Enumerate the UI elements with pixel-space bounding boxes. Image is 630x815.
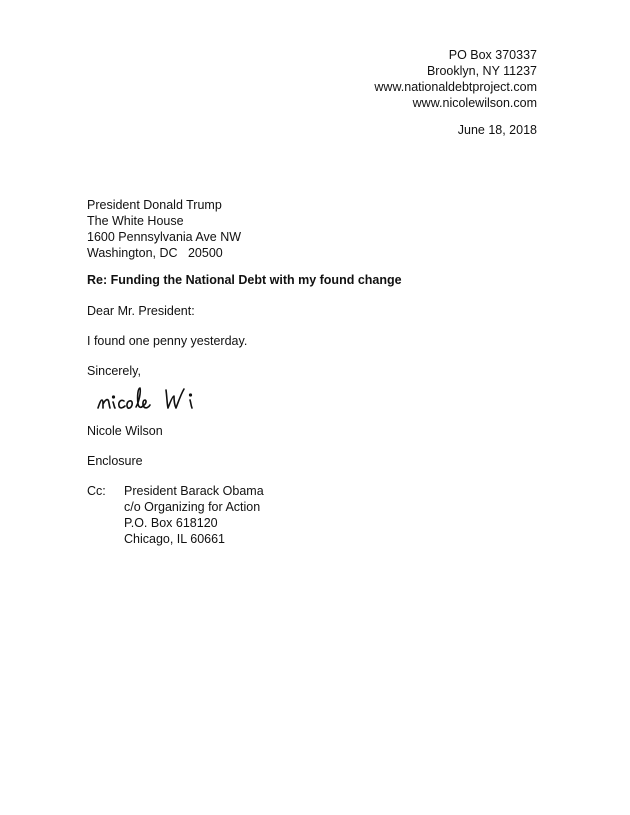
enclosure-note: Enclosure	[87, 454, 143, 468]
recipient-org: The White House	[87, 214, 184, 228]
sender-po-box: PO Box 370337	[448, 48, 537, 62]
salutation: Dear Mr. President:	[87, 304, 195, 318]
recipient-address-block	[87, 197, 241, 261]
cc-label: Cc:	[87, 484, 106, 498]
letter-date: June 18, 2018	[457, 123, 537, 137]
cc-line-4: Chicago, IL 60661	[124, 532, 226, 546]
subject-line: Re: Funding the National Debt with my found change	[87, 273, 402, 287]
closing: Sincerely,	[87, 364, 141, 378]
cc-line-3: P.O. Box 618120	[124, 516, 218, 530]
sender-website-1: www.nationaldebtproject.com	[374, 80, 537, 94]
cc-address-block	[124, 483, 264, 547]
recipient-street: 1600 Pennsylvania Ave NW	[87, 230, 242, 244]
handwritten-signature	[92, 380, 232, 420]
sender-city: Brooklyn, NY 11237	[426, 64, 537, 78]
body-paragraph: I found one penny yesterday.	[87, 334, 248, 348]
recipient-name: President Donald Trump	[87, 198, 222, 212]
sender-website-2: www.nicolewilson.com	[412, 96, 537, 110]
signer-name: Nicole Wilson	[87, 424, 163, 438]
sender-address-block	[374, 47, 537, 111]
cc-line-2: c/o Organizing for Action	[124, 500, 261, 514]
recipient-city: Washington, DC 20500	[87, 246, 223, 260]
cc-line-1: President Barack Obama	[124, 484, 264, 498]
